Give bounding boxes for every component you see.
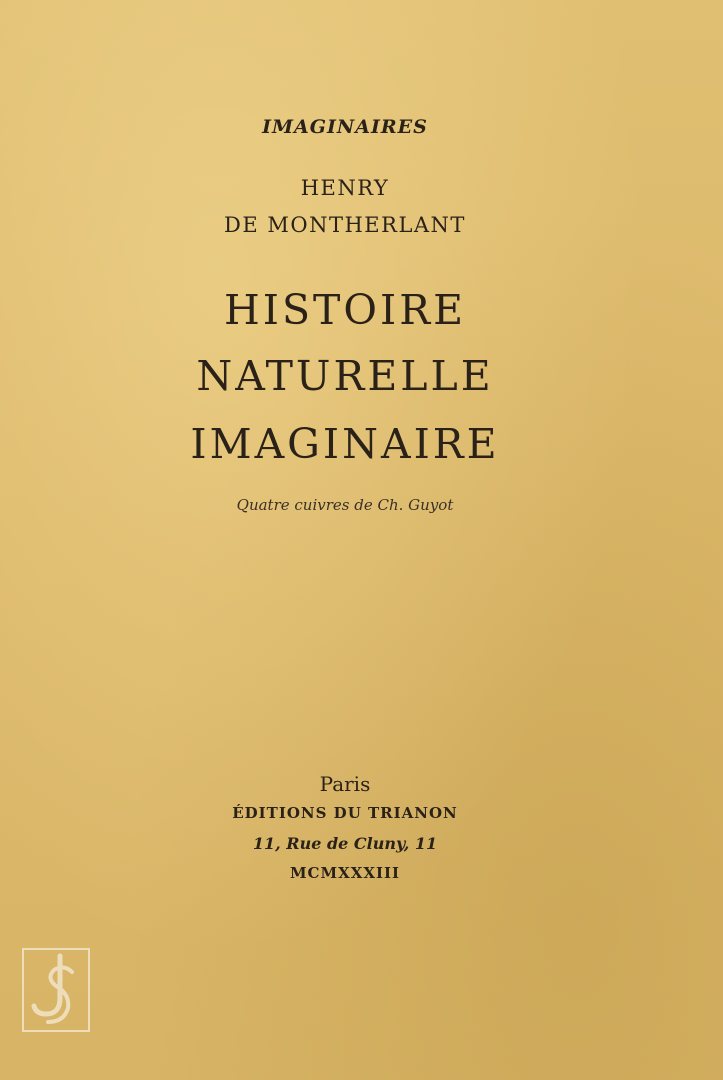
author-first-name: HENRY xyxy=(300,176,390,200)
publisher-address: 11, Rue de Cluny, 11 xyxy=(252,834,438,853)
illustration-credit: Quatre cuivres de Ch. Guyot xyxy=(236,496,454,514)
publication-year: MCMXXXIII xyxy=(289,864,401,882)
title-line-3: IMAGINAIRE xyxy=(190,420,500,468)
publisher-name: ÉDITIONS DU TRIANON xyxy=(232,804,458,822)
title-line-1: HISTOIRE xyxy=(224,286,466,334)
js-monogram-watermark-icon xyxy=(22,948,90,1032)
publication-place: Paris xyxy=(319,772,371,796)
title-line-2: NATURELLE xyxy=(196,352,494,400)
author-last-name: DE MONTHERLANT xyxy=(224,213,466,237)
series-name: IMAGINAIRES xyxy=(262,116,428,138)
